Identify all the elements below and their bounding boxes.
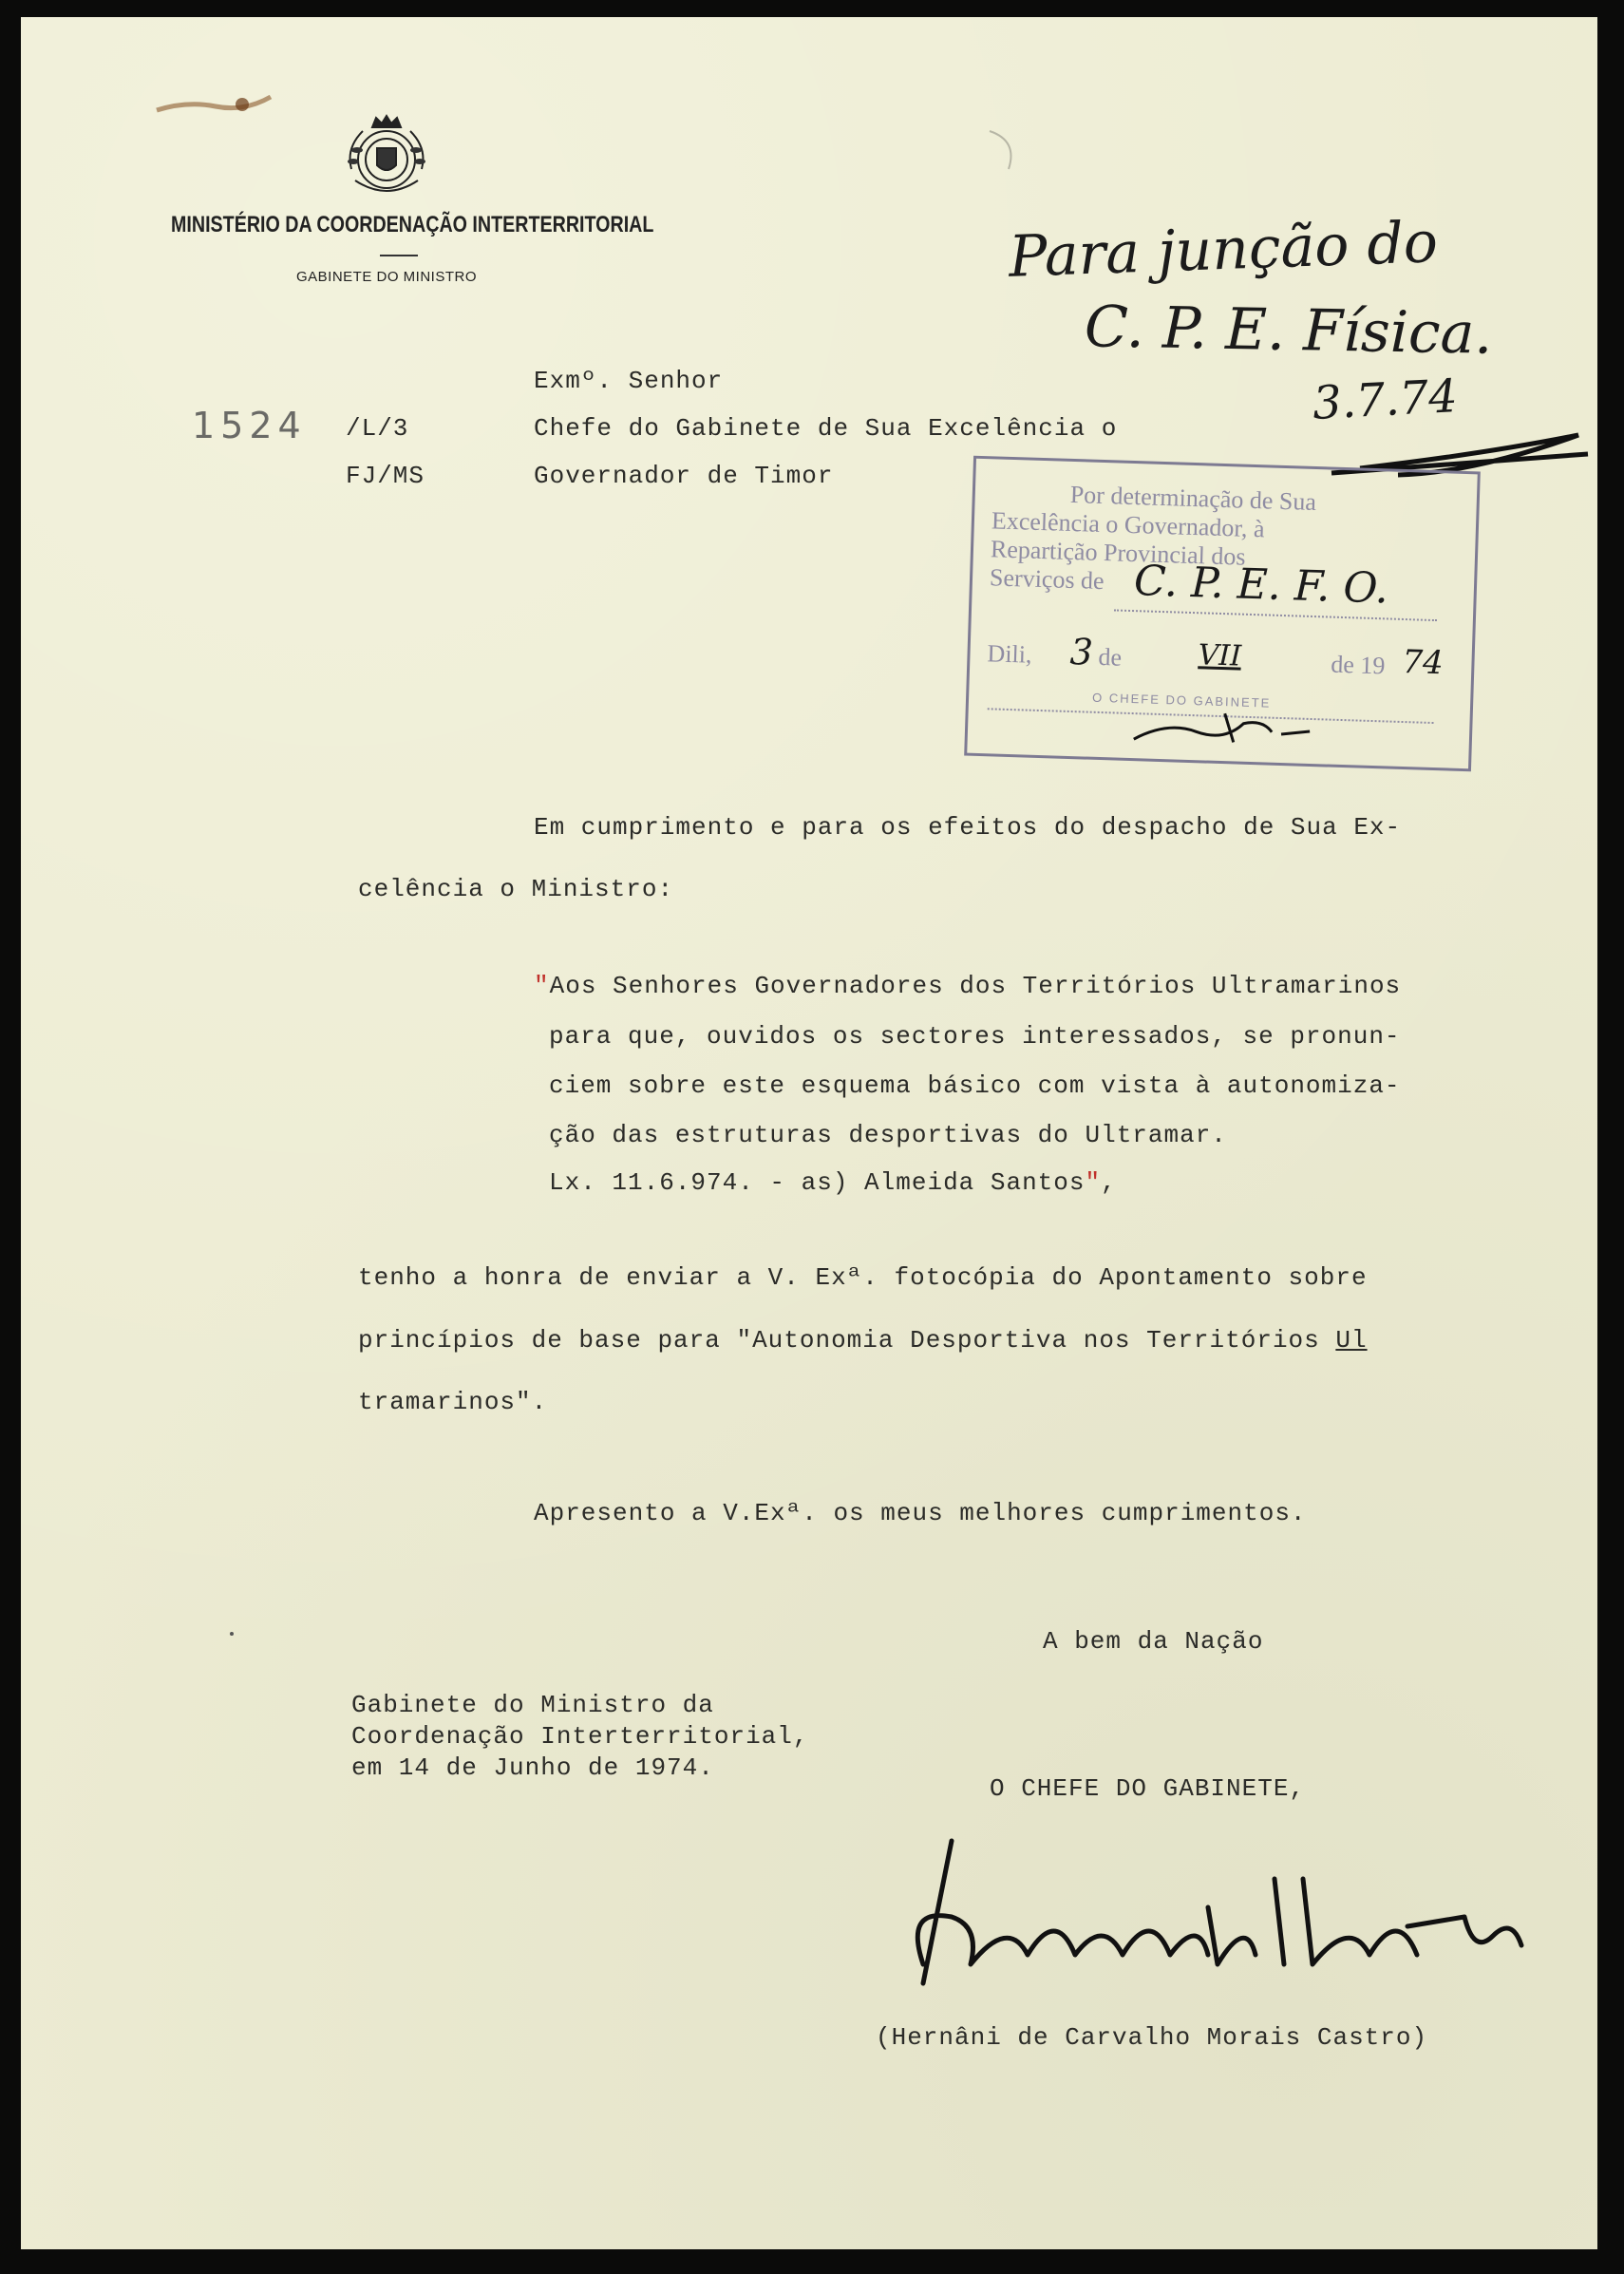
- addressee-line2: Chefe do Gabinete de Sua Excelência o: [534, 414, 1118, 443]
- stamp-de: de: [1098, 642, 1123, 672]
- stamp-month: VII: [1198, 638, 1242, 673]
- quote-line2: para que, ouvidos os sectores interessados, se pronun-: [549, 1022, 1401, 1051]
- marginal-note-date: 3.7.74: [1311, 370, 1460, 430]
- stamp-service-handwritten: C. P. E. F. O.: [1133, 557, 1389, 614]
- body-p2-line2: [358, 1326, 1368, 1355]
- stamp-day: 3: [1068, 630, 1094, 673]
- quote-line3: ciem sobre este esquema básico com vista à autonomiza-: [549, 1071, 1401, 1100]
- quote-line4: ção das estruturas desportivas do Ultramar.: [549, 1121, 1227, 1149]
- stamp-year-prefix: de 19: [1330, 650, 1386, 680]
- closing-place-line2: Coordenação Interterritorial,: [351, 1722, 809, 1751]
- receipt-stamp: [964, 456, 1481, 772]
- quote-comma: ,: [1101, 1168, 1117, 1197]
- cabinet-name: GABINETE DO MINISTRO: [296, 269, 478, 285]
- marginal-note-line2: C. P. E. Física.: [1084, 294, 1494, 368]
- paper-speck: [230, 1632, 234, 1636]
- stamp-role: O CHEFE DO GABINETE: [1091, 690, 1272, 711]
- ministry-name: MINISTÉRIO DA COORDENAÇÃO INTERTERRITORIAL: [171, 212, 654, 237]
- addressee-line1: Exmº. Senhor: [534, 367, 724, 395]
- handwritten-signature: [895, 1822, 1540, 2012]
- stamp-signature: [1128, 701, 1319, 754]
- closing-place-line3: em 14 de Junho de 1974.: [351, 1753, 714, 1782]
- stamp-year-suffix: 74: [1401, 642, 1445, 683]
- stamp-service-line: [1114, 609, 1437, 621]
- quote-line5: [549, 1168, 1117, 1197]
- closing-role: O CHEFE DO GABINETE,: [990, 1774, 1306, 1803]
- body-p1-line2: celência o Ministro:: [358, 875, 674, 903]
- quote-close-mark: ": [1085, 1168, 1102, 1197]
- reference-number: 1524: [192, 405, 307, 446]
- body-p2-line2-underlined: Ul: [1335, 1326, 1368, 1355]
- quote-line1-text: Aos Senhores Governadores dos Territórios Ultramarinos: [549, 972, 1402, 1000]
- pencil-mark: [980, 122, 1037, 179]
- body-p2-line3: tramarinos".: [358, 1388, 548, 1416]
- coat-of-arms-icon: [334, 112, 439, 207]
- signer-name: (Hernâni de Carvalho Morais Castro): [876, 2023, 1428, 2052]
- stamp-date-prefix: Dili,: [987, 639, 1032, 669]
- closing-place-line1: Gabinete do Ministro da: [351, 1691, 714, 1719]
- reference-code-1: /L/3: [346, 414, 409, 443]
- body-p1-line1: Em cumprimento e para os efeitos do despacho de Sua Ex-: [534, 813, 1402, 842]
- quote-line5-text: Lx. 11.6.974. - as) Almeida Santos: [549, 1168, 1086, 1197]
- quote-line1: [534, 972, 1401, 1000]
- letterhead-divider: [380, 255, 418, 256]
- body-p3: Apresento a V.Exª. os meus melhores cumprimentos.: [534, 1499, 1307, 1527]
- body-p2-line1: tenho a honra de enviar a V. Exª. fotocópia do Apontamento sobre: [358, 1263, 1368, 1292]
- stamp-line3: Repartição Provincial dos: [990, 535, 1246, 571]
- rust-stain: [149, 84, 282, 122]
- quote-open-mark: ": [534, 972, 550, 1000]
- reference-code-2: FJ/MS: [346, 462, 425, 490]
- stamp-line2: Excelência o Governador, à: [991, 506, 1265, 543]
- closing-salutation: A bem da Nação: [1043, 1627, 1264, 1656]
- document-page: [21, 17, 1597, 2249]
- stamp-line4: Serviços de: [989, 563, 1105, 596]
- marginal-note-line1: Para junção do: [1007, 209, 1440, 291]
- addressee-line3: Governador de Timor: [534, 462, 834, 490]
- body-p2-line2-text: princípios de base para "Autonomia Desportiva nos Territórios: [358, 1326, 1336, 1355]
- stamp-line1: Por determinação de Sua: [1069, 480, 1317, 517]
